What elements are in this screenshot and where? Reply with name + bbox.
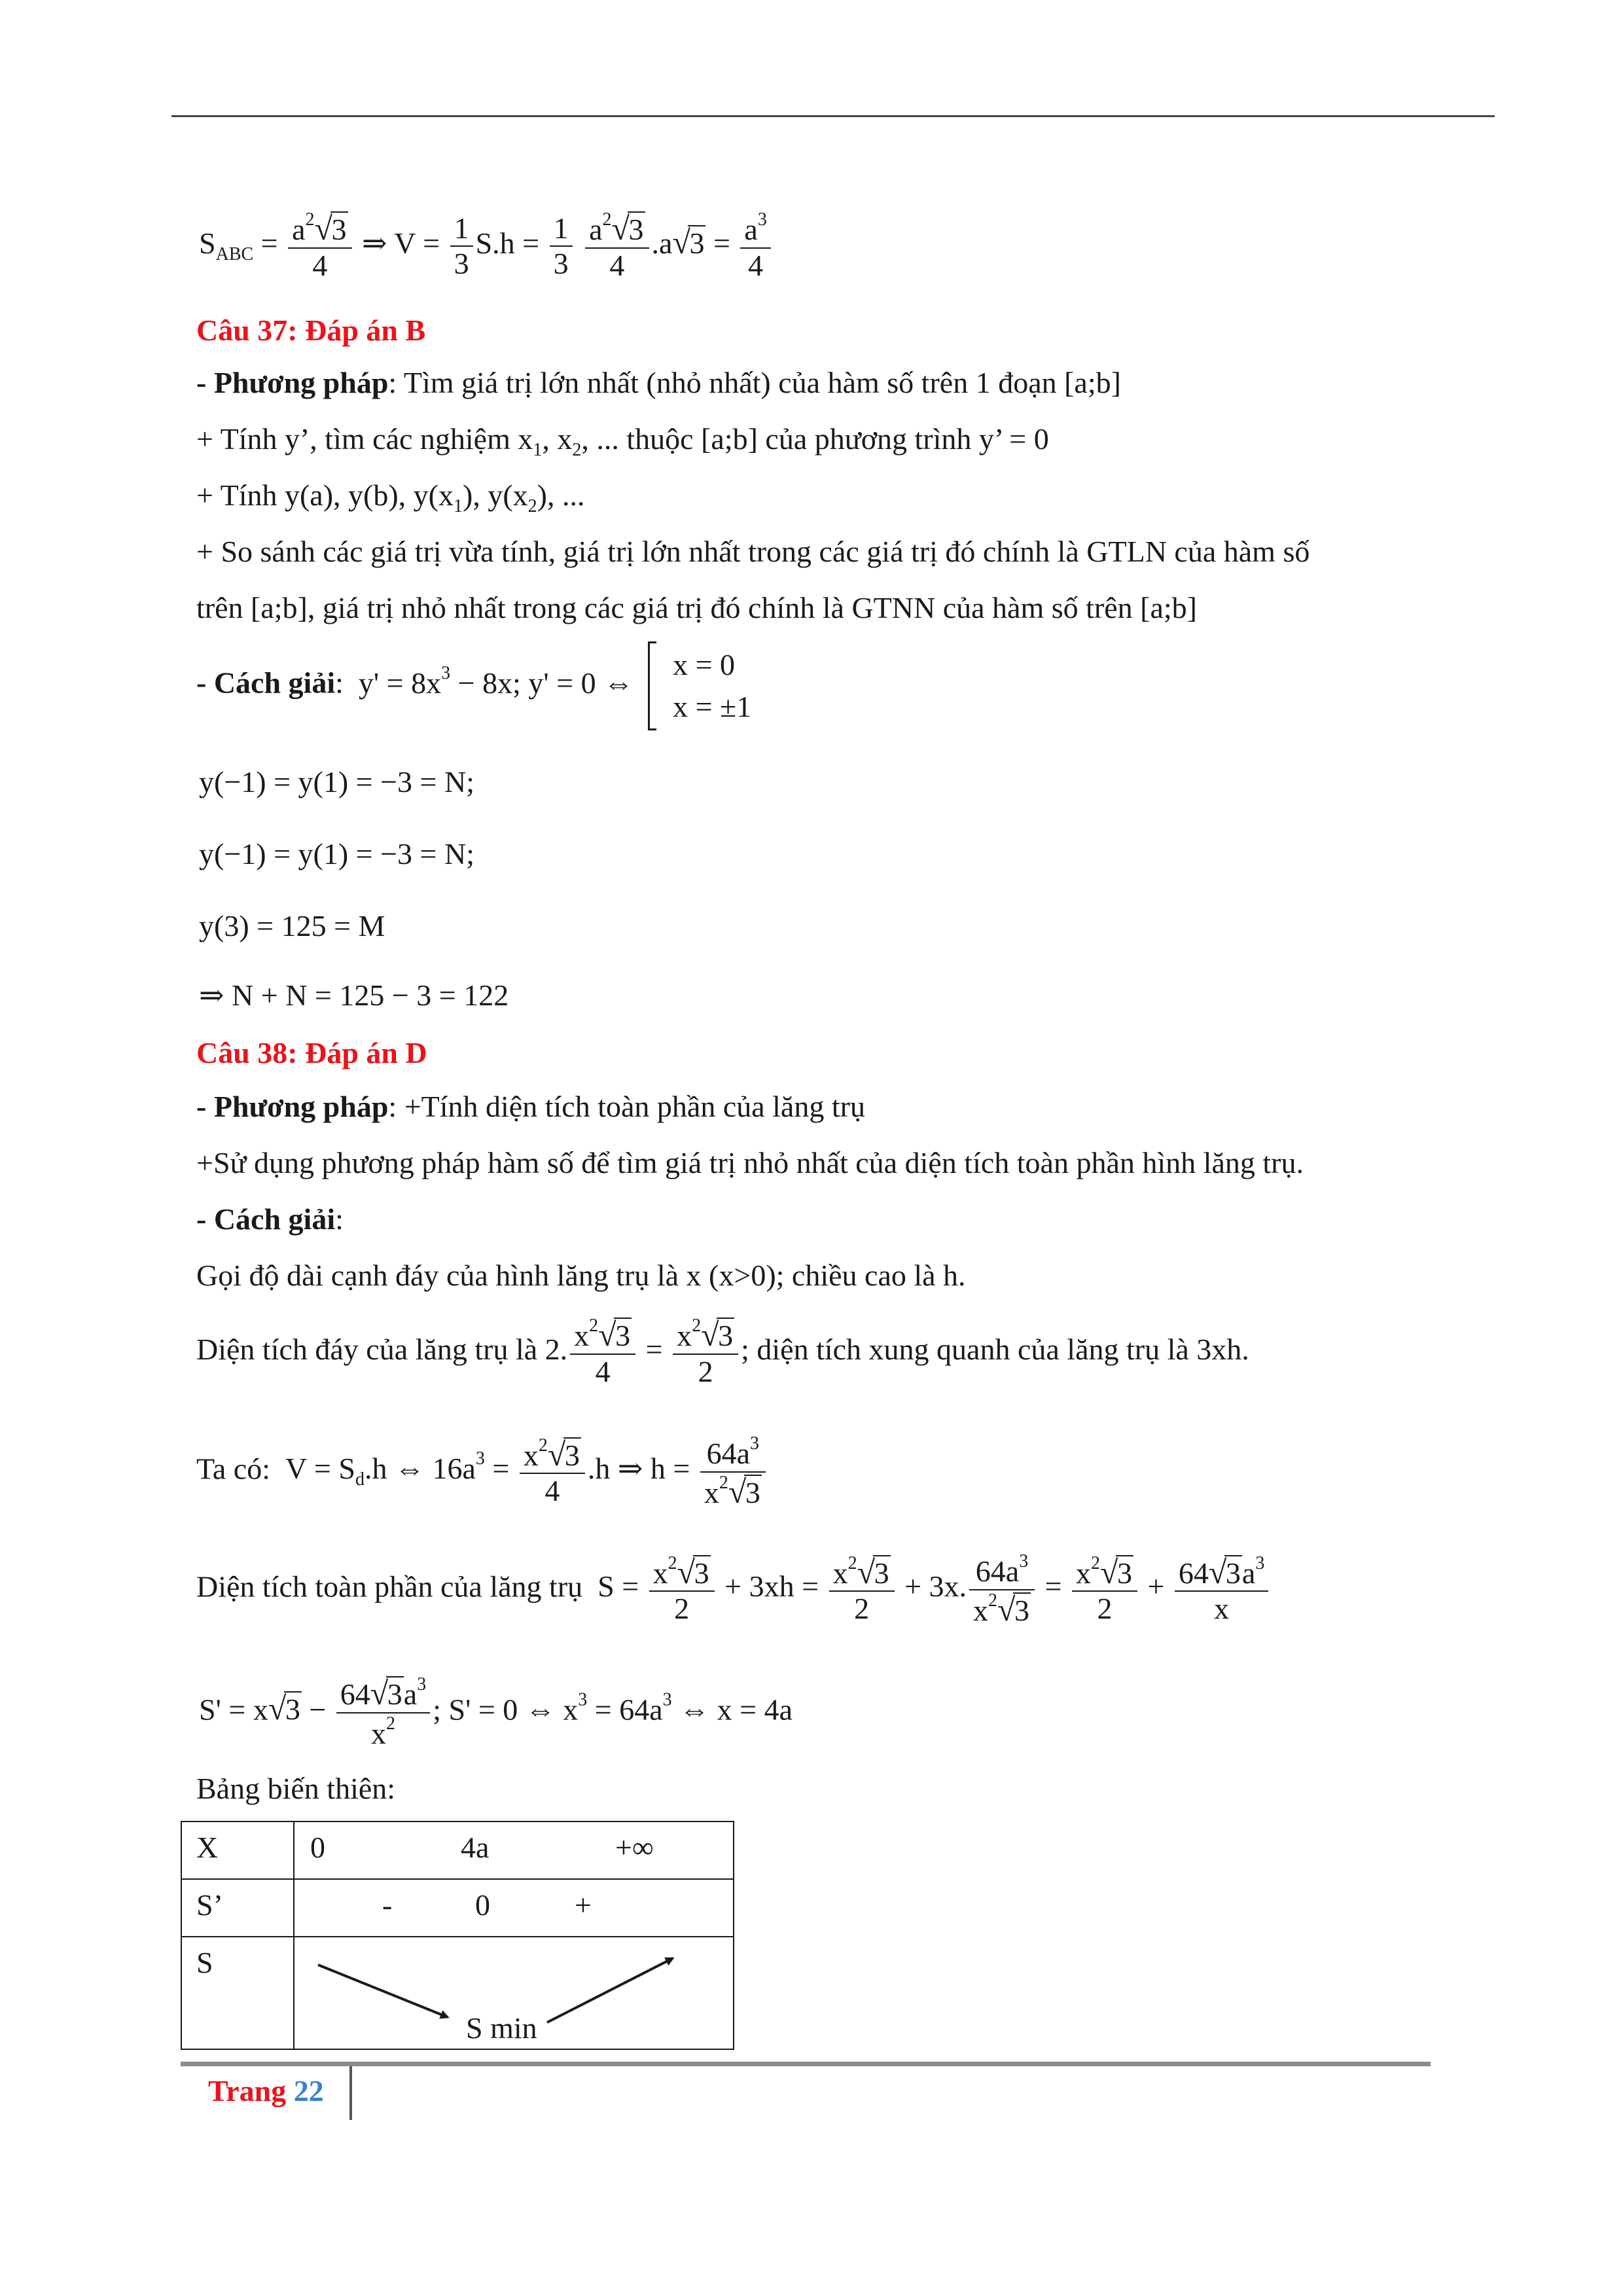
table-cell-sprime-values <box>294 1879 734 1937</box>
sprime-zero: 0 <box>475 1888 490 1922</box>
eq2: y(−1) = y(1) = −3 = N; <box>199 837 474 870</box>
method-38-text: : +Tính diện tích toàn phần của lăng trụ <box>388 1090 865 1123</box>
equation-line-2 <box>199 839 474 869</box>
method-37-step2: + Tính y(a), y(b), $y(x_1)$, $y(x_2)$, ... <box>196 478 585 516</box>
table-cell-label-sprime: S’ <box>181 1879 294 1937</box>
header-rule <box>171 115 1495 117</box>
table-row-sprime <box>181 1879 734 1937</box>
base-area-text: Diện tích đáy của lăng trụ là <box>196 1332 538 1366</box>
method-37-step1: + Tính y’, tìm các nghiệm $x_1$, $x_2$, ... thuộc [a;b] của phương trình y’ = 0 <box>196 422 1049 460</box>
table-cell-s-values <box>294 1937 734 2049</box>
method-37-step3-line1 <box>196 537 1310 567</box>
eq4: ⇒ N + N = 125 − 3 = 122 <box>199 978 509 1012</box>
page-number: 22 <box>293 2074 324 2108</box>
system-bracket <box>648 641 656 730</box>
method-37-step3-line2 <box>196 593 1197 623</box>
sprime-minus: - <box>382 1888 393 1922</box>
page-label: Trang <box>208 2074 287 2108</box>
question-38-label: Câu 38: Đáp án D <box>196 1036 427 1069</box>
x-value-inf: +∞ <box>615 1831 654 1864</box>
solution-38-label-line: - Cách giải: <box>196 1202 344 1236</box>
s-min-label: S min <box>466 2011 537 2045</box>
solution-37-line: - Cách giải: $y' = 8x^3 - 8x$; y' = 0 ⇔ x = 0 x = ±1 <box>196 641 751 730</box>
table-cell-label-s: S <box>181 1937 294 2049</box>
question-38-heading <box>196 1035 427 1070</box>
solution-38-line1-text: Gọi độ dài cạnh đáy của hình lăng trụ là x (x>0); chiều cao là h. <box>196 1259 966 1292</box>
eq1: y(−1) = y(1) = −3 = N; <box>199 765 474 798</box>
step2-text: + Tính y(a), y(b), y(x <box>196 478 454 512</box>
x-value-0: 0 <box>310 1831 325 1864</box>
sprime-plus: + <box>575 1888 592 1922</box>
decreasing-arrow <box>318 1965 448 2017</box>
method-38-label: - Phương pháp <box>196 1090 389 1123</box>
solution-38-line4: Diện tích toàn phần của lăng trụ S = $\frac{x^2√ 3}{2}$ + 3xh = $\frac{x^2√ 3}{2}$ + 3x. $\frac{64a^3}{x^2√ 3}$ = $\frac{x^2√ 3}{2}$ + $\frac{64√ 3a^3}{x}$ <box>196 1551 1271 1628</box>
question-37-label: Câu 37: Đáp án B <box>196 314 426 347</box>
derivative-line: S' = x√ 3 − $\frac{64√ 3a^3}{x^2}$ ; S' = 0 ⇔ $x^3 = 64a^3$ ⇔ x = 4a <box>199 1674 793 1751</box>
question-37-heading <box>196 313 425 348</box>
table-cell-label-x: X <box>181 1821 294 1879</box>
method-38-line <box>196 1092 865 1122</box>
solution-38-line1 <box>196 1261 966 1291</box>
step3-line2: trên [a;b], giá trị nhỏ nhất trong các giá trị đó chính là GTNN của hàm số trên [a;b] <box>196 591 1197 624</box>
system-cases: x = 0 x = ±1 <box>673 647 752 723</box>
increasing-arrow <box>547 1958 673 2022</box>
method-38-line2 <box>196 1148 1304 1178</box>
solution-38-line2: Diện tích đáy của lăng trụ là 2. $\frac{x^2√ 3}{4}$ = $\frac{x^2√ 3}{2}$ ; diện tích xung quanh của lăng trụ là 3xh. <box>196 1316 1249 1390</box>
step1-end: thuộc [a;b] của phương trình y’ = 0 <box>618 422 1049 456</box>
method-37-label: - Phương pháp <box>196 366 389 399</box>
step1-text: + Tính y’, tìm các nghiệm x <box>196 422 533 456</box>
solution-38-line3: Ta có: $V = S_d.h$ ⇔ $16a^3$ = $\frac{x^2√ 3}{4}$ .h ⇒ h = $\frac{64a^3}{x^2√ 3}$ <box>196 1433 768 1511</box>
table-row-s <box>181 1937 734 2049</box>
solution-37-label: - Cách giải <box>196 666 336 700</box>
table-caption <box>196 1774 395 1804</box>
x-value-4a: 4a <box>461 1831 490 1864</box>
page-footer <box>208 2073 324 2108</box>
footer-separator <box>349 2066 352 2120</box>
total-area-text: Diện tích toàn phần của lăng trụ <box>196 1570 583 1604</box>
formula-sabc: $S_{ABC}$ = $\frac{a^2√ 3}{4}$ ⇒ V = $\frac{1}{3}$ S.h = $\frac{1}{3}$ $\frac{a^2√ 3}{4}$ .a√ 3 = $\frac{a^3}{4}$ <box>199 209 774 283</box>
variation-table <box>181 1821 734 2050</box>
table-row-x <box>181 1821 734 1879</box>
equation-line-4 <box>199 980 508 1011</box>
solution-38-label: - Cách giải <box>196 1202 336 1236</box>
method-37-text: : Tìm giá trị lớn nhất (nhỏ nhất) của hàm số trên 1 đoạn [a;b] <box>388 366 1121 399</box>
step3-line1: + So sánh các giá trị vừa tính, giá trị lớn nhất trong các giá trị đó chính là GTLN của hàm số <box>196 535 1310 568</box>
lateral-area-text: ; diện tích xung quanh của lăng trụ là 3xh. <box>741 1332 1249 1366</box>
equation-line-1 <box>199 767 474 797</box>
footer-rule <box>181 2062 1431 2066</box>
method-37-line <box>196 368 1121 398</box>
method-38-line2-text: +Sử dụng phương pháp hàm số để tìm giá trị nhỏ nhất của diện tích toàn phần hình lăng trụ. <box>196 1146 1304 1179</box>
eq3: y(3) = 125 = M <box>199 909 385 942</box>
table-caption-text: Bảng biến thiên: <box>196 1772 396 1805</box>
table-cell-x-values <box>294 1821 734 1879</box>
equation-line-3 <box>199 911 385 941</box>
ta-co-text: Ta có: <box>196 1452 271 1486</box>
